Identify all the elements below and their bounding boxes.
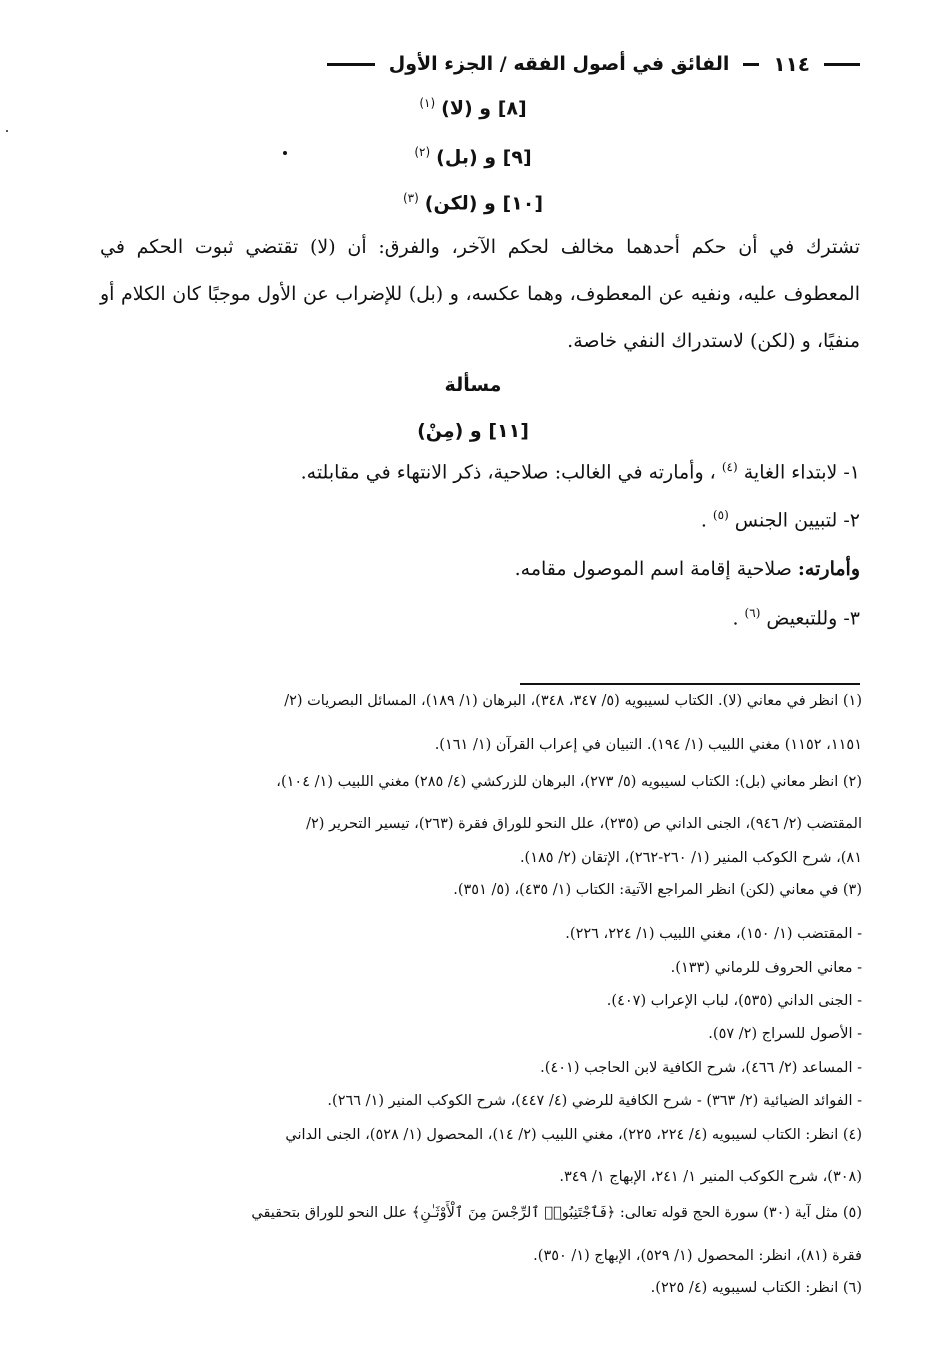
footnote-5-line-2: فقرة (٨١)، انظر: المحصول (١/ ٥٢٩)، الإبهاج (١/ ٣٥٠). [533,1248,862,1264]
heading-lakin-text: [١٠] و (لكن) [424,192,544,215]
footnote-ref-5: (٥) [712,508,729,522]
footnote-2-line-3: ٨١)، شرح الكوكب المنير (١/ ٢٦٠-٢٦٢)، الإتقان (٢/ ١٨٥). [519,850,862,866]
masala-heading: مسألة [444,374,502,396]
list-item-2-rest: . [700,509,707,532]
list-item-3-text: ٣- وللتبعيض [766,607,860,630]
header-rule-mid [743,63,759,66]
footnote-ref-2: (٢) [414,145,431,159]
footnote-2-line-2: المقتضب (٢/ ٩٤٦)، الجنى الداني ص (٢٣٥)، علل النحو للوراق فقرة (٢٦٣)، تيسير التحرير (٢/ [306,816,862,832]
amara-text: صلاحية إقامة اسم الموصول مقامه. [514,558,792,580]
footnote-3-line-6: - المساعد (٢/ ٤٦٦)، شرح الكافية لابن الحاجب (٤٠١). [540,1060,862,1076]
heading-bal [0,145,946,168]
list-item-1-text: ١- لابتداء الغاية [743,461,860,484]
footnote-3-line-4: - الجنى الداني (٥٣٥)، لباب الإعراب (٤٠٧). [606,993,862,1009]
heading-min: [١١] و (مِنْ) [417,420,529,442]
footnote-6-line-1: (٦) انظر: الكتاب لسيبويه (٤/ ٢٢٥). [650,1280,862,1296]
edge-speck [6,130,8,132]
running-title: الفائق في أصول الفقه / الجزء الأول [388,53,730,75]
header-rule-left [327,63,375,66]
footnote-3-line-1: (٣) في معاني (لكن) انظر المراجع الآتية: الكتاب (١/ ٤٣٥)، (٥/ ٣٥١). [453,882,862,898]
list-item-1 [100,460,860,483]
heading-la [0,96,946,119]
footnote-4-line-2: (٣٠٨)، شرح الكوكب المنير ١/ ٢٤١، الإبهاج ١/ ٣٤٩. [559,1169,862,1185]
running-header [88,52,860,92]
footnote-ref-6: (٦) [744,606,761,620]
footnote-3-line-2: - المقتضب (١/ ١٥٠)، مغني اللبيب (١/ ٢٢٤، ٢٢٦). [565,926,862,942]
footnote-ref-4: (٤) [721,460,738,474]
amara-label: وأمارته: [797,558,860,580]
footnote-4-line-1: (٤) انظر: الكتاب لسيبويه (٤/ ٢٢٤، ٢٢٥)، مغني اللبيب (٢/ ١٤)، المحصول (١/ ٥٢٨)، الجنى الداني [285,1127,862,1143]
footnote-3-line-5: - الأصول للسراج (٢/ ٥٧). [708,1026,862,1042]
heading-la-text: [٨] و (لا) [441,97,527,120]
footnote-ref-3: (٣) [402,191,419,205]
footnote-5-line-1: (٥) مثل آية (٣٠) سورة الحج قوله تعالى: ﴿فَٱجْتَنِبُوا۟ ٱلرِّجْسَ مِنَ ٱلْأَوْثَـٰنِ﴾ علل النحو للوراق بتحقيقي [251,1205,862,1221]
footnote-ref-1: (١) [419,96,436,110]
amara-line [100,558,860,580]
page-number: ١١٤ [773,52,810,76]
footnote-separator [520,683,860,685]
list-item-2 [100,508,860,531]
list-item-3 [100,606,860,629]
heading-lakin [0,191,946,214]
main-paragraph: تشترك في أن حكم أحدهما مخالف لحكم الآخر، والفرق: أن (لا) تقتضي ثبوت الحكم في المعطوف عليه، ونفيه عن المعطوف، وهما عكسه، و (بل) للإضراب عن الأول موجبًا كان الكلام أو منفيًا، و (لكن) لاستدراك النفي خاصة. [100,236,860,352]
footnote-3-line-7: - الفوائد الضيائية (٢/ ٣٦٣) - شرح الكافية للرضي (٤/ ٤٤٧)، شرح الكوكب المنير (١/ ٢٦٦). [327,1093,862,1109]
footnote-2-line-1: (٢) انظر معاني (بل): الكتاب لسيبويه (٥/ ٢٧٣)، البرهان للزركشي (٤/ ٢٨٥) مغني اللبيب (١/ ١٠٤)، [276,774,862,790]
list-item-1-rest: ، وأمارته في الغالب: صلاحية، ذكر الانتهاء في مقابلته. [300,461,716,484]
footnote-3-line-3: - معاني الحروف للرماني (١٣٣). [670,960,862,976]
list-item-2-text: ٢- لتبيين الجنس [734,509,860,532]
list-item-3-rest: . [732,607,739,630]
heading-bal-text: [٩] و (بل) [436,146,532,169]
footnote-1-line-2: ١١٥١، ١١٥٢) مغني اللبيب (١/ ١٩٤). التبيان في إعراب القرآن (١/ ١٦١). [434,737,862,753]
footnote-1-line-1: (١) انظر في معاني (لا). الكتاب لسيبويه (٥/ ٣٤٧، ٣٤٨)، البرهان (١/ ١٨٩)، المسائل البصريات (٢/ [284,693,862,709]
header-rule-right [824,63,860,66]
